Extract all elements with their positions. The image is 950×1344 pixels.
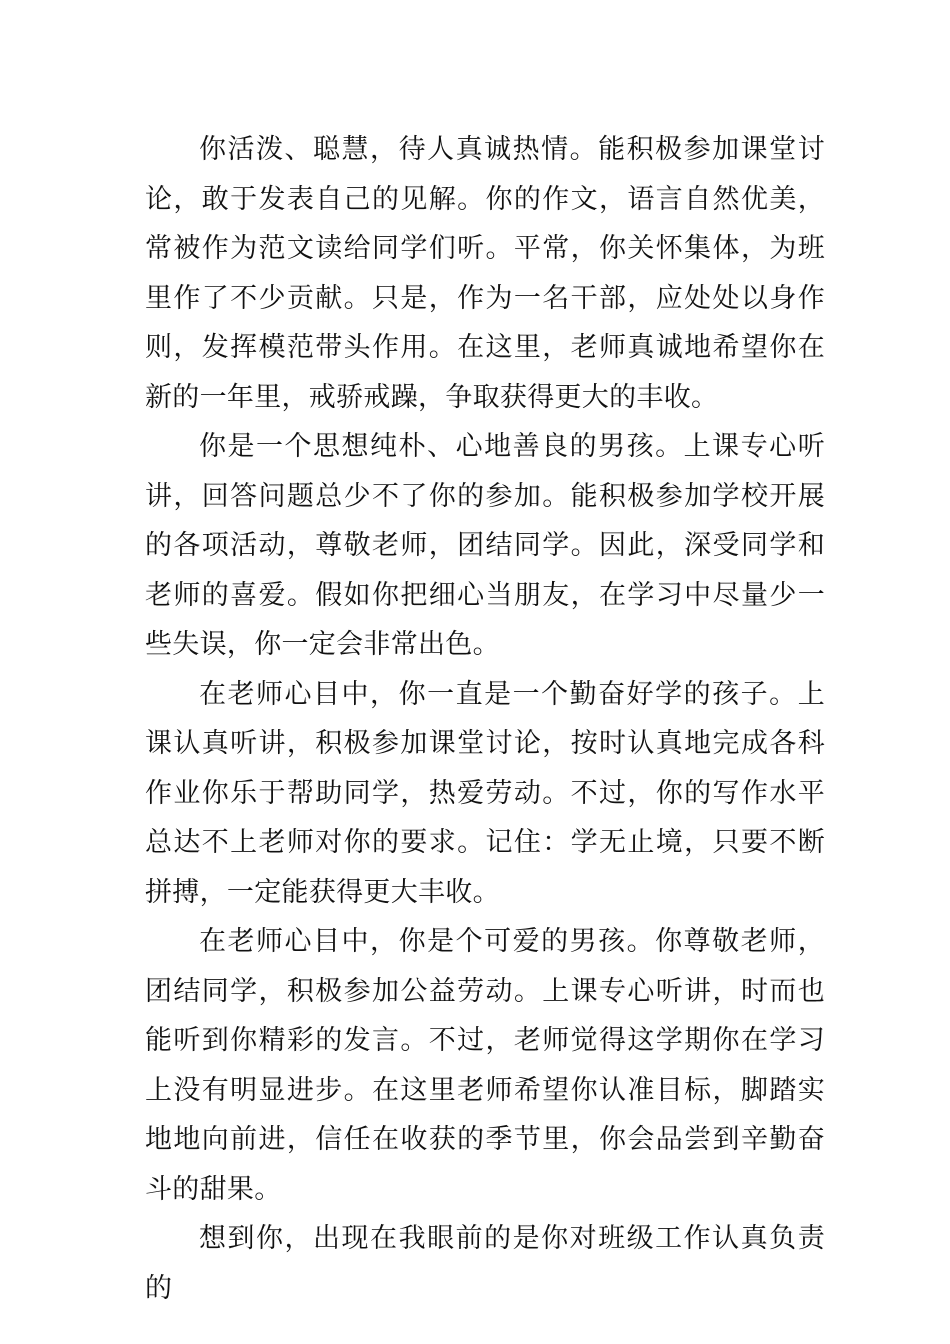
paragraph-2: 你是一个思想纯朴、心地善良的男孩。上课专心听讲，回答问题总少不了你的参加。能积极参加学校开展的各项活动，尊敬老师，团结同学。因此，深受同学和老师的喜爱。假如你把细心当朋友，在学习中尽量少一些失误，你一定会非常出色。 <box>145 431 825 660</box>
paragraph-1: 你活泼、聪慧，待人真诚热情。能积极参加课堂讨论，敢于发表自己的见解。你的作文，语言自然优美，常被作为范文读给同学们听。平常，你关怀集体，为班里作了不少贡献。只是，作为一名干部，应处处以身作则，发挥模范带头作用。在这里，老师真诚地希望你在新的一年里，戒骄戒躁，争取获得更大的丰收。 <box>145 134 825 413</box>
document-body <box>145 125 825 1313</box>
paragraph-5: 想到你，出现在我眼前的是你对班级工作认真负责的 <box>145 1223 825 1304</box>
paragraph-4: 在老师心目中，你是个可爱的男孩。你尊敬老师，团结同学，积极参加公益劳动。上课专心听讲，时而也能听到你精彩的发言。不过，老师觉得这学期你在学习上没有明显进步。在这里老师希望你认准目标，脚踏实地地向前进，信任在收获的季节里，你会品尝到辛勤奋斗的甜果。 <box>145 926 825 1205</box>
paragraph-3: 在老师心目中，你一直是一个勤奋好学的孩子。上课认真听讲，积极参加课堂讨论，按时认真地完成各科作业你乐于帮助同学，热爱劳动。不过，你的写作水平总达不上老师对你的要求。记住：学无止境，只要不断拼搏，一定能获得更大丰收。 <box>145 678 825 908</box>
